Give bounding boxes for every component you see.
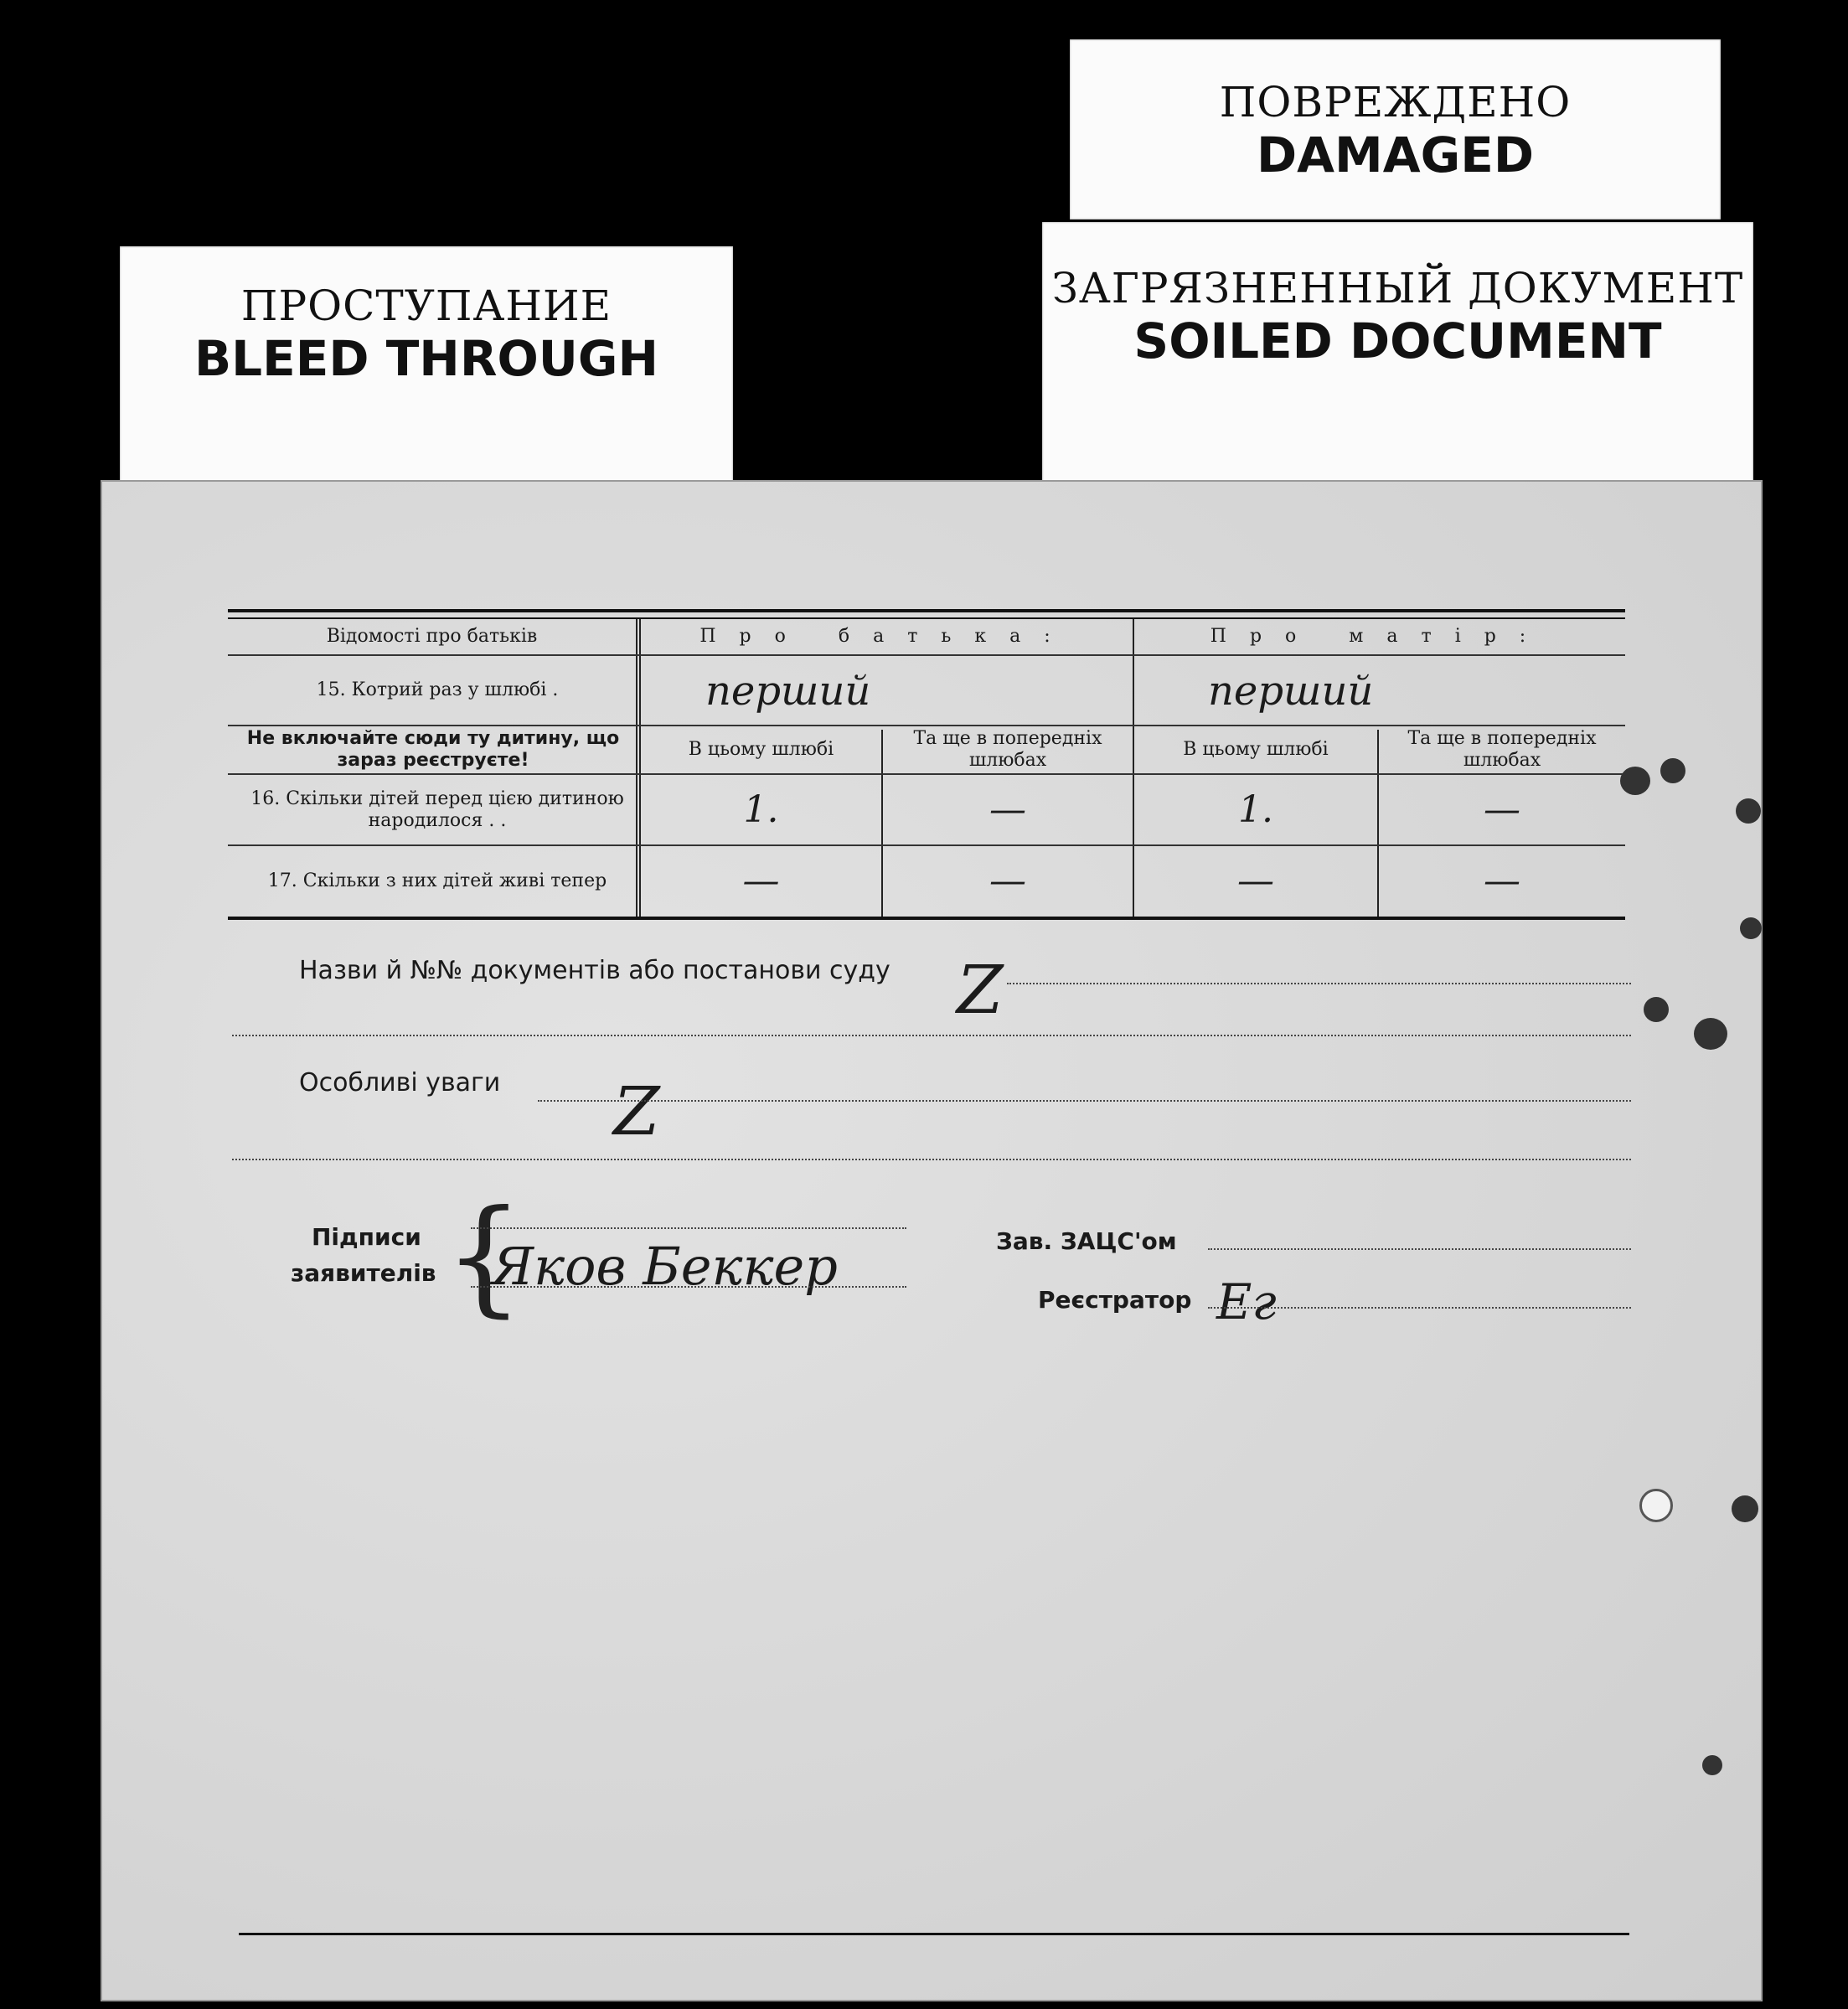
documents-dotted-line bbox=[232, 1035, 1631, 1036]
binding-hole bbox=[1732, 1495, 1758, 1522]
signatures-label-line2: заявителів bbox=[291, 1259, 436, 1287]
header-about-father: Про батька: bbox=[699, 626, 1074, 647]
table-bottom-rule bbox=[228, 917, 1625, 920]
remarks-label: Особливі уваги bbox=[299, 1068, 501, 1097]
signatures-brace: { bbox=[444, 1184, 524, 1330]
zags-head-dotted-line bbox=[1208, 1248, 1631, 1250]
bleed-through-tag bbox=[120, 246, 733, 489]
exclude-child-note: Не включайте сюди ту дитину, що зараз реєструєте! bbox=[246, 728, 620, 771]
registrar-label: Реєстратор bbox=[1038, 1286, 1192, 1314]
mother-this-marriage-header: В цьому шлюбі bbox=[1183, 739, 1329, 760]
header-about-mother: Про матір: bbox=[1210, 626, 1550, 647]
binding-hole bbox=[1694, 1018, 1727, 1050]
father-this-marriage-header: В цьому шлюбі bbox=[688, 739, 834, 760]
remarks-dotted-line bbox=[538, 1100, 1631, 1102]
row15-mother-handwritten: перший bbox=[1208, 668, 1374, 715]
binding-hole bbox=[1644, 997, 1669, 1022]
row16-mother-this: 1. bbox=[1238, 788, 1273, 831]
header-parents-info: Відомості про батьків bbox=[326, 626, 538, 647]
document-sheet bbox=[101, 480, 1763, 2001]
row17-father-this: — bbox=[742, 860, 780, 902]
binding-hole bbox=[1660, 758, 1685, 783]
applicant-dotted-line bbox=[471, 1227, 906, 1229]
soiled-document-tag bbox=[1042, 222, 1753, 490]
zags-head-label: Зав. ЗАЦС'ом bbox=[996, 1227, 1177, 1255]
applicant-signature: Яков Беккер bbox=[492, 1236, 838, 1297]
row17-father-previous: — bbox=[989, 860, 1026, 902]
documents-handwritten: Z bbox=[957, 951, 1004, 1029]
remarks-handwritten: Z bbox=[613, 1072, 660, 1150]
row15-label: 15. Котрий раз у шлюбі . bbox=[316, 679, 559, 700]
row17-mother-previous: — bbox=[1484, 860, 1520, 902]
soiled-document-tag-en: SOILED DOCUMENT bbox=[1133, 312, 1662, 369]
damaged-tag bbox=[1070, 39, 1721, 219]
bleed-through-tag-en: BLEED THROUGH bbox=[194, 330, 659, 387]
documents-label: Назви й №№ документів або постанови суду bbox=[299, 956, 890, 985]
remarks-dotted-line bbox=[232, 1159, 1631, 1160]
row16-father-this: 1. bbox=[743, 788, 779, 831]
father-previous-marriages-header: Та ще в попередніх шлюбах bbox=[913, 728, 1102, 771]
damaged-tag-ru: ПОВРЕЖДЕНО bbox=[1219, 78, 1572, 127]
row15-father-handwritten: перший bbox=[705, 668, 871, 715]
registrar-dotted-line bbox=[1208, 1307, 1631, 1309]
soiled-document-tag-ru: ЗАГРЯЗНЕННЫЙ ДОКУМЕНТ bbox=[1051, 264, 1744, 312]
row17-label: 17. Скільки з них дітей живі тепер bbox=[267, 870, 607, 891]
binding-hole bbox=[1702, 1755, 1722, 1775]
binding-hole bbox=[1740, 917, 1762, 939]
binding-hole bbox=[1736, 798, 1761, 824]
signatures-label-line1: Підписи bbox=[312, 1223, 421, 1251]
row16-father-previous: — bbox=[989, 788, 1026, 831]
table-top-rule bbox=[228, 609, 1625, 612]
bleed-through-tag-ru: ПРОСТУПАНИЕ bbox=[240, 281, 612, 330]
sheet-bottom-rule bbox=[239, 1933, 1629, 1935]
damaged-tag-en: DAMAGED bbox=[1256, 127, 1534, 183]
row16-mother-previous: — bbox=[1484, 788, 1520, 831]
binding-hole bbox=[1639, 1489, 1673, 1522]
table-column-divider bbox=[636, 619, 638, 917]
registrar-signature: Ег bbox=[1216, 1273, 1277, 1330]
row17-mother-this: — bbox=[1237, 860, 1274, 902]
documents-dotted-line bbox=[1007, 983, 1631, 984]
row16-label: 16. Скільки дітей перед цією дитиною народилося . . bbox=[250, 788, 624, 831]
applicant-dotted-line bbox=[471, 1286, 906, 1288]
mother-previous-marriages-header: Та ще в попередніх шлюбах bbox=[1407, 728, 1597, 771]
